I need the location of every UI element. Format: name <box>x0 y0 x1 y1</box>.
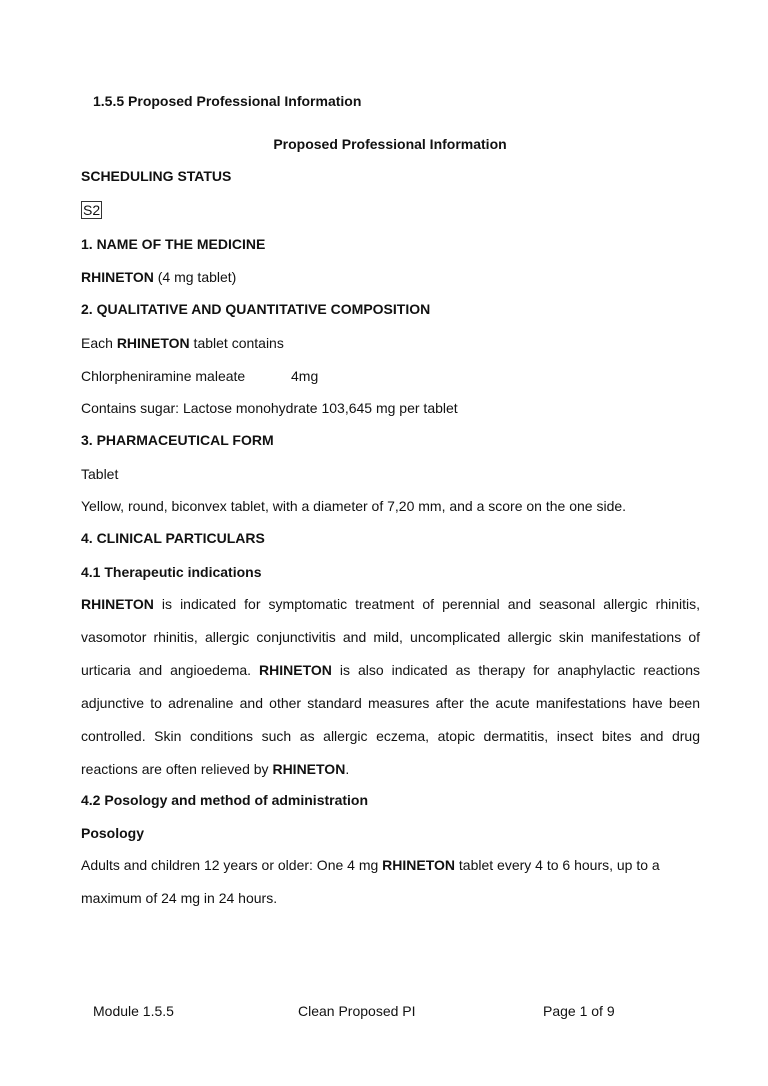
indications-text: is indicated for symptomatic treatment of perennial and seasonal allergic rhinitis, vasomotor rhinitis, allergic conjunctivitis and mild, uncomplicated allergic skin manifestations of urticaria and angioedema. <box>81 596 700 678</box>
product-name: RHINETON <box>272 761 346 777</box>
posology-heading: Posology <box>81 825 145 841</box>
subsection-4-1-heading: 4.1 Therapeutic indications <box>81 564 262 580</box>
composition-text: tablet contains <box>189 335 284 351</box>
medicine-name-line <box>81 268 236 286</box>
indications-text: . <box>345 761 350 777</box>
composition-intro <box>81 334 284 352</box>
composition-text: Each <box>81 335 117 351</box>
indications-paragraph <box>81 588 700 786</box>
dosage-form: Tablet <box>81 466 119 482</box>
subsection-4-2-heading: 4.2 Posology and method of administration <box>81 792 369 808</box>
product-name: RHINETON <box>382 857 456 873</box>
product-name: RHINETON <box>259 662 332 678</box>
section-2-heading: 2. QUALITATIVE AND QUANTITATIVE COMPOSITION <box>81 301 431 317</box>
sugar-content: Contains sugar: Lactose monohydrate 103,645 mg per tablet <box>81 400 458 416</box>
ingredient-amount: 4mg <box>291 368 319 384</box>
product-name: RHINETON <box>81 269 154 285</box>
scheduling-status-heading: SCHEDULING STATUS <box>81 168 232 184</box>
tablet-description: Yellow, round, biconvex tablet, with a diameter of 7,20 mm, and a score on the one side. <box>81 498 627 514</box>
document-title: Proposed Professional Information <box>273 136 507 152</box>
posology-text: tablet every 4 to 6 hours, up to a maximum of 24 mg in 24 hours. <box>81 857 660 906</box>
ingredient-name: Chlorpheniramine maleate <box>81 368 246 384</box>
product-name: RHINETON <box>81 596 154 612</box>
scheduling-status-value <box>81 201 102 219</box>
section-1-heading: 1. NAME OF THE MEDICINE <box>81 236 266 252</box>
section-3-heading: 3. PHARMACEUTICAL FORM <box>81 432 274 448</box>
footer-label: Clean Proposed PI <box>298 1003 416 1019</box>
footer-page-number: Page 1 of 9 <box>543 1003 615 1019</box>
product-strength: (4 mg tablet) <box>153 269 237 285</box>
footer-module: Module 1.5.5 <box>93 1003 174 1019</box>
module-heading: 1.5.5 Proposed Professional Information <box>93 93 362 109</box>
posology-text: Adults and children 12 years or older: One 4 mg <box>81 857 383 873</box>
indications-text: is also indicated as therapy for anaphylactic reactions adjunctive to adrenaline and other standard measures after the acute manifestations have been controlled. Skin conditions such as allergic eczema, atopic dermatitis, insect bites and drug reactions are often relieved by <box>81 662 701 777</box>
product-name: RHINETON <box>116 335 190 351</box>
posology-paragraph <box>81 849 681 915</box>
section-4-heading: 4. CLINICAL PARTICULARS <box>81 530 265 546</box>
schedule-badge: S2 <box>83 202 101 218</box>
